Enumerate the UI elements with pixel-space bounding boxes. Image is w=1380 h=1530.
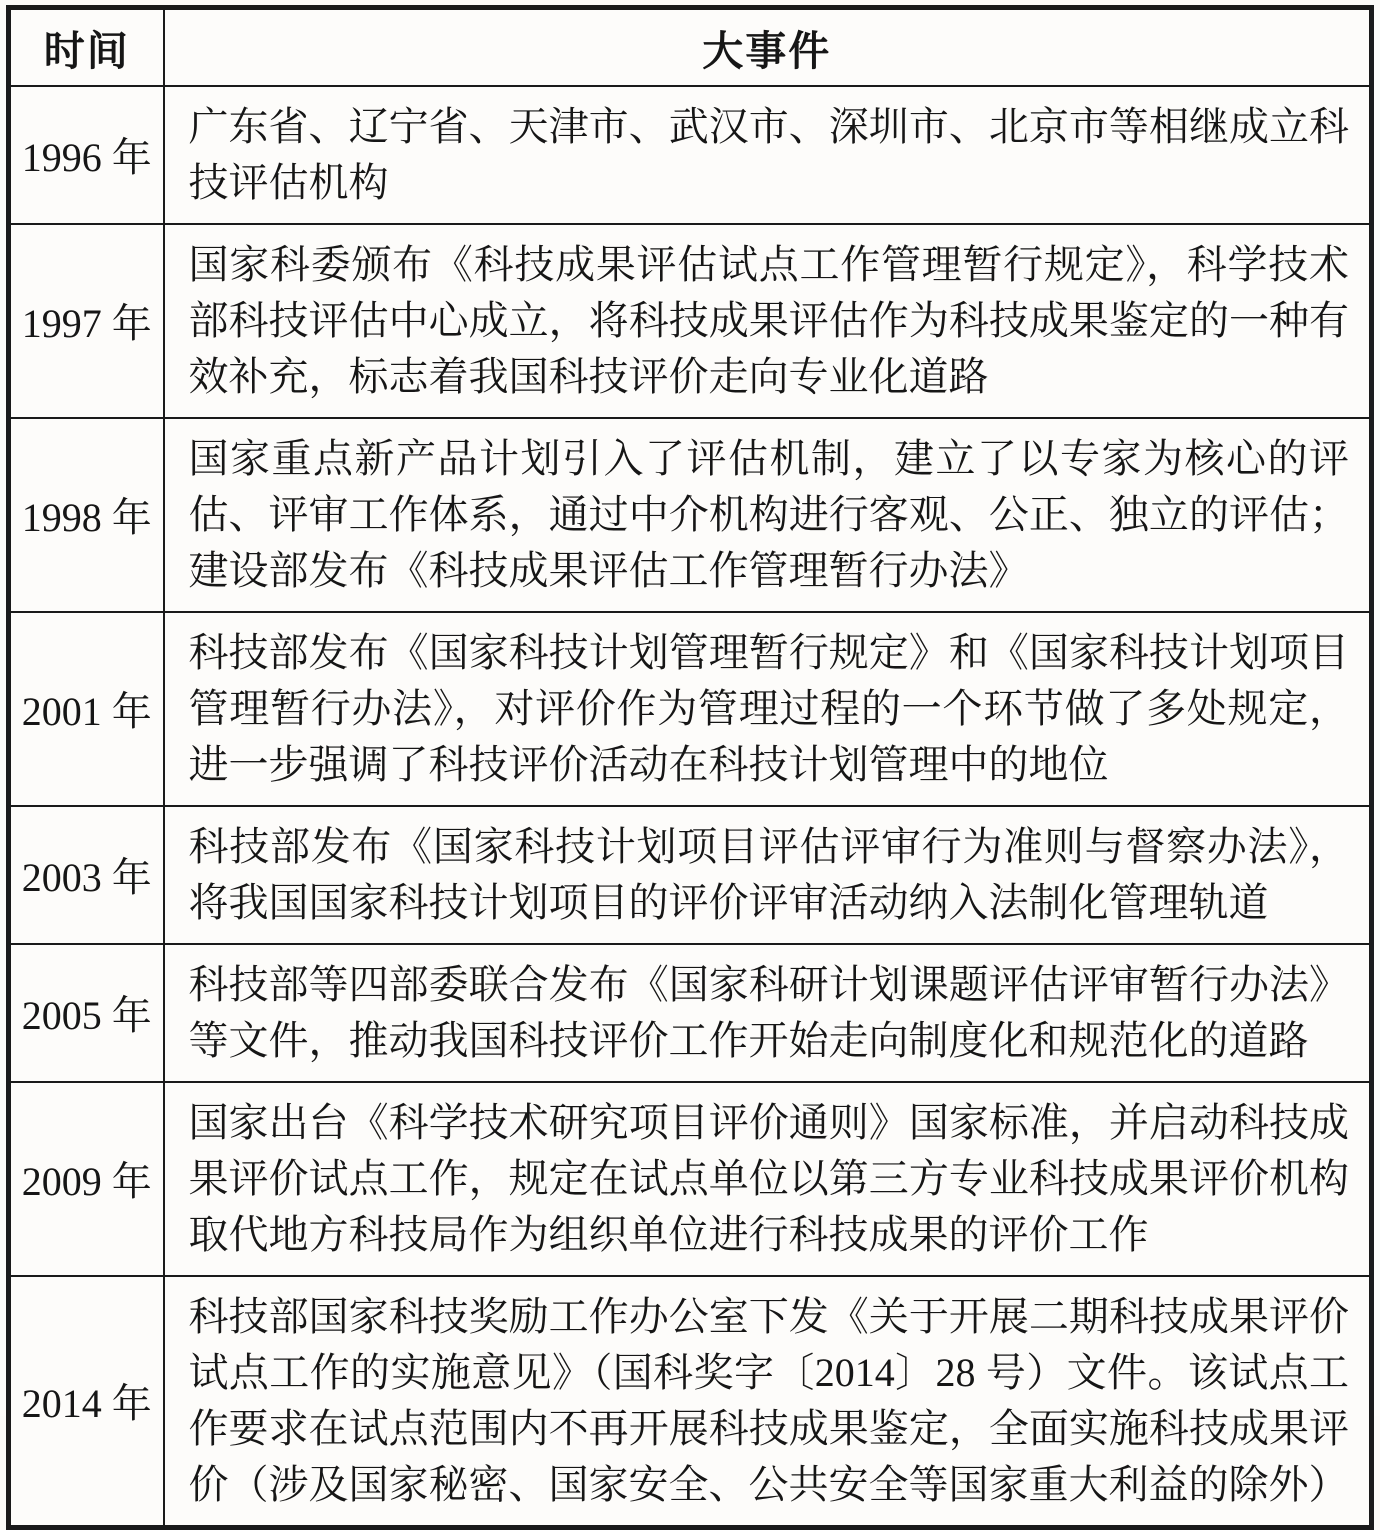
row-event: 国家重点新产品计划引入了评估机制，建立了以专家为核心的评估、评审工作体系，通过中介机构进行客观、公正、独立的评估；建设部发布《科技成果评估工作管理暂行办法》 (164, 418, 1372, 612)
row-event: 科技部等四部委联合发布《国家科研计划课题评估评审暂行办法》等文件，推动我国科技评价工作开始走向制度化和规范化的道路 (164, 944, 1372, 1082)
row-event: 国家出台《科学技术研究项目评价通则》国家标准，并启动科技成果评价试点工作，规定在试点单位以第三方专业科技成果评价机构取代地方科技局作为组织单位进行科技成果的评价工作 (164, 1082, 1372, 1276)
row-year: 1996 年 (9, 86, 164, 224)
row-year: 2003 年 (9, 806, 164, 944)
row-year: 2009 年 (9, 1082, 164, 1276)
row-event: 科技部国家科技奖励工作办公室下发《关于开展二期科技成果评价试点工作的实施意见》（国科奖字〔2014〕28 号）文件。该试点工作要求在试点范围内不再开展科技成果鉴定，全面实施科技成果评价（涉及国家秘密、国家安全、公共安全等国家重大利益的除外） (164, 1276, 1372, 1528)
timeline-table (6, 5, 1374, 1530)
table-row (9, 224, 1372, 418)
row-year: 1998 年 (9, 418, 164, 612)
row-year: 2005 年 (9, 944, 164, 1082)
table-row (9, 612, 1372, 806)
header-time: 时间 (9, 8, 164, 86)
row-year: 1997 年 (9, 224, 164, 418)
table-row (9, 86, 1372, 224)
row-event: 国家科委颁布《科技成果评估试点工作管理暂行规定》，科学技术部科技评估中心成立，将科技成果评估作为科技成果鉴定的一种有效补充，标志着我国科技评价走向专业化道路 (164, 224, 1372, 418)
header-event: 大事件 (164, 8, 1372, 86)
table-row (9, 1276, 1372, 1528)
row-event: 广东省、辽宁省、天津市、武汉市、深圳市、北京市等相继成立科技评估机构 (164, 86, 1372, 224)
table-row (9, 418, 1372, 612)
row-year: 2014 年 (9, 1276, 164, 1528)
table-header-row (9, 8, 1372, 86)
table-row (9, 806, 1372, 944)
row-event: 科技部发布《国家科技计划项目评估评审行为准则与督察办法》，将我国国家科技计划项目的评价评审活动纳入法制化管理轨道 (164, 806, 1372, 944)
row-event: 科技部发布《国家科技计划管理暂行规定》和《国家科技计划项目管理暂行办法》，对评价作为管理过程的一个环节做了多处规定，进一步强调了科技评价活动在科技计划管理中的地位 (164, 612, 1372, 806)
table-row (9, 1082, 1372, 1276)
row-year: 2001 年 (9, 612, 164, 806)
table-row (9, 944, 1372, 1082)
